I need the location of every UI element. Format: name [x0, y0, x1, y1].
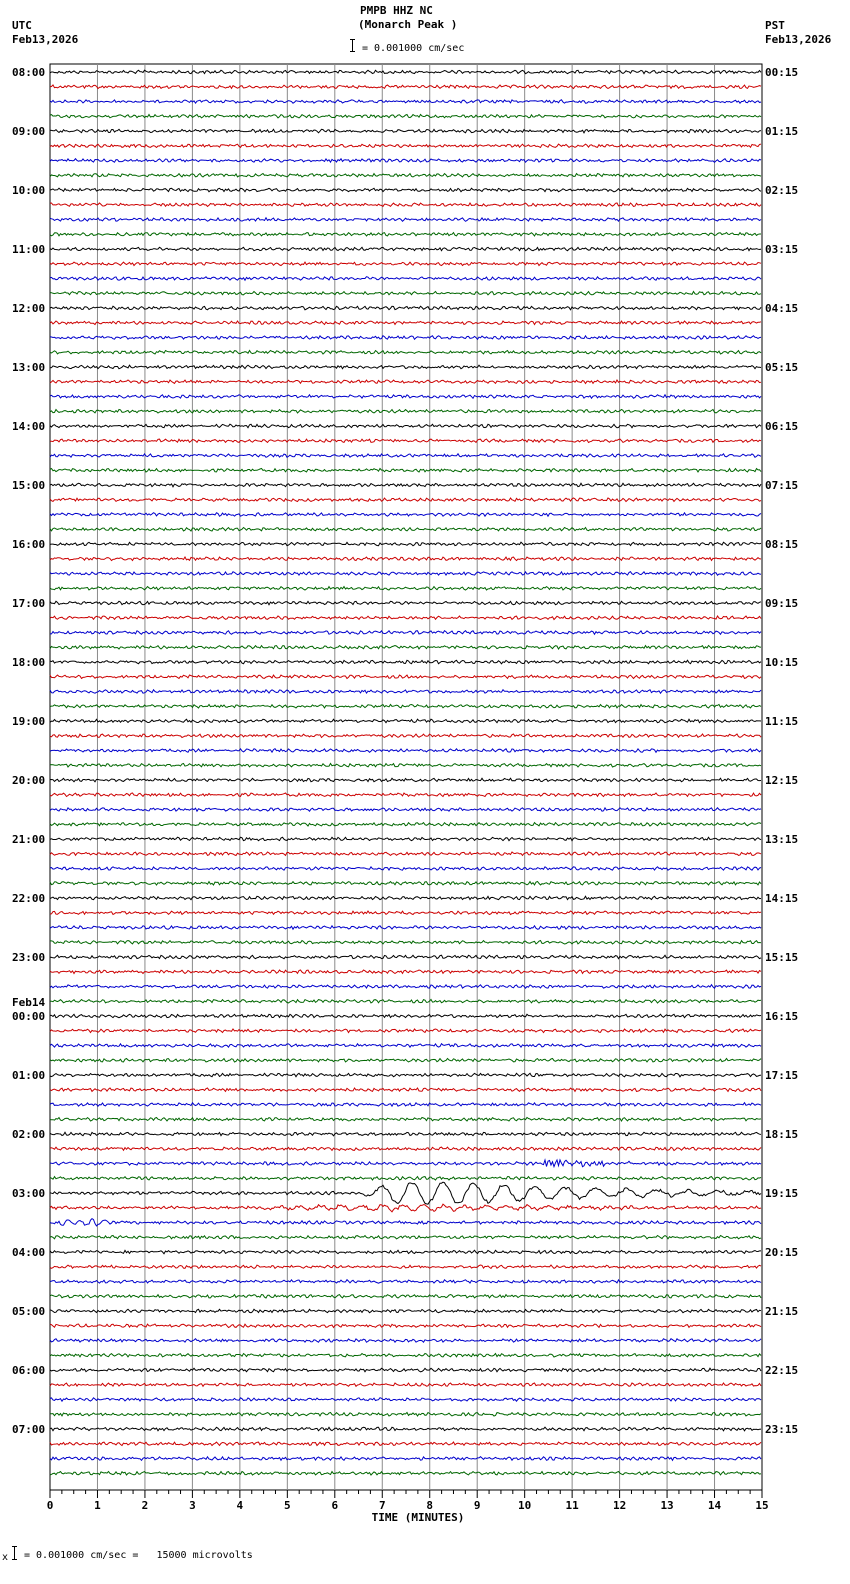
- trace-21: [50, 380, 761, 384]
- trace-76: [50, 1182, 761, 1204]
- x-tick-label: 6: [331, 1499, 339, 1512]
- left-time-label: 19:00: [12, 715, 46, 728]
- trace-42: [50, 690, 761, 694]
- left-time-label: 13:00: [12, 361, 46, 374]
- trace-72: [50, 1132, 761, 1136]
- scale-text: = 0.001000 cm/sec: [362, 43, 465, 54]
- station-title: PMPB HHZ NC: [360, 4, 433, 17]
- footer-scale-bar-icon: [14, 1546, 15, 1560]
- trace-15: [50, 292, 761, 296]
- trace-33: [50, 557, 761, 561]
- trace-56: [50, 896, 761, 899]
- trace-16: [50, 306, 761, 310]
- trace-1: [50, 85, 761, 89]
- right-time-label: 16:15: [765, 1010, 799, 1023]
- trace-20: [50, 365, 761, 369]
- footer-scale-cap-bottom: [12, 1559, 17, 1560]
- trace-66: [50, 1044, 761, 1048]
- right-time-label: 04:15: [765, 302, 799, 315]
- left-time-label: 08:00: [12, 66, 46, 79]
- right-time-label: 18:15: [765, 1128, 799, 1141]
- right-time-label: 14:15: [765, 892, 799, 905]
- trace-88: [50, 1368, 761, 1372]
- left-time-label: 12:00: [12, 302, 46, 315]
- trace-83: [50, 1295, 761, 1299]
- left-time-label: 23:00: [12, 951, 46, 964]
- trace-80: [50, 1250, 761, 1253]
- left-time-label: 14:00: [12, 420, 46, 433]
- right-timezone: PST: [765, 19, 785, 32]
- trace-89: [50, 1383, 761, 1386]
- trace-9: [50, 203, 761, 206]
- trace-74: [50, 1160, 761, 1167]
- right-time-label: 10:15: [765, 656, 799, 669]
- right-time-label: 05:15: [765, 361, 799, 374]
- trace-40: [50, 660, 761, 664]
- x-tick-label: 12: [612, 1499, 627, 1512]
- trace-3: [50, 115, 761, 118]
- footer-marker: x: [2, 1552, 9, 1563]
- left-date-label: Feb14: [12, 996, 46, 1009]
- left-time-label: 21:00: [12, 833, 46, 846]
- trace-92: [50, 1427, 761, 1431]
- right-date: Feb13,2026: [765, 33, 832, 46]
- trace-25: [50, 439, 761, 443]
- x-axis-label: TIME (MINUTES): [371, 1511, 465, 1524]
- trace-59: [50, 941, 761, 945]
- trace-12: [50, 247, 761, 251]
- trace-46: [50, 749, 761, 753]
- trace-52: [50, 837, 761, 841]
- trace-35: [50, 587, 761, 590]
- trace-94: [50, 1457, 761, 1461]
- trace-10: [50, 218, 761, 222]
- left-time-label: 22:00: [12, 892, 46, 905]
- trace-95: [50, 1472, 761, 1476]
- x-tick-label: 7: [378, 1499, 386, 1512]
- trace-53: [50, 852, 761, 856]
- trace-32: [50, 542, 761, 546]
- right-time-label: 12:15: [765, 774, 799, 787]
- trace-79: [50, 1236, 761, 1240]
- left-time-label: 05:00: [12, 1305, 46, 1318]
- x-tick-label: 5: [284, 1499, 291, 1512]
- trace-65: [50, 1029, 761, 1033]
- trace-37: [50, 616, 761, 620]
- left-time-label: 10:00: [12, 184, 46, 197]
- left-time-label: 09:00: [12, 125, 46, 138]
- x-tick-label: 10: [518, 1499, 532, 1512]
- trace-67: [50, 1059, 761, 1063]
- trace-47: [50, 764, 761, 768]
- right-time-label: 03:15: [765, 243, 799, 256]
- footer-scale-cap-top: [12, 1546, 17, 1547]
- left-time-label: 07:00: [12, 1423, 46, 1436]
- right-time-label: 02:15: [765, 184, 799, 197]
- right-time-label: 01:15: [765, 125, 799, 138]
- left-time-label: 20:00: [12, 774, 46, 787]
- right-time-label: 17:15: [765, 1069, 799, 1082]
- trace-87: [50, 1354, 761, 1358]
- trace-13: [50, 262, 761, 266]
- trace-4: [50, 129, 761, 133]
- trace-86: [50, 1339, 761, 1343]
- trace-6: [50, 159, 761, 163]
- trace-22: [50, 395, 761, 399]
- left-time-label: 11:00: [12, 243, 46, 256]
- right-time-label: 20:15: [765, 1246, 799, 1259]
- trace-85: [50, 1324, 761, 1328]
- trace-14: [50, 277, 761, 281]
- trace-90: [50, 1398, 761, 1402]
- left-date: Feb13,2026: [12, 33, 79, 46]
- x-tick-label: 8: [426, 1499, 434, 1512]
- x-tick-label: 14: [707, 1499, 722, 1512]
- left-timezone: UTC: [12, 19, 32, 32]
- left-time-label: 15:00: [12, 479, 46, 492]
- trace-48: [50, 778, 761, 782]
- trace-68: [50, 1073, 761, 1077]
- x-tick-label: 13: [660, 1499, 674, 1512]
- left-time-label: 00:00: [12, 1010, 46, 1023]
- x-tick-label: 3: [189, 1499, 196, 1512]
- trace-70: [50, 1103, 761, 1107]
- trace-31: [50, 528, 761, 532]
- trace-26: [50, 454, 761, 458]
- trace-82: [50, 1280, 761, 1284]
- trace-60: [50, 955, 761, 959]
- left-time-label: 03:00: [12, 1187, 46, 1200]
- trace-45: [50, 734, 761, 738]
- trace-17: [50, 321, 761, 325]
- left-time-label: 16:00: [12, 538, 46, 551]
- trace-93: [50, 1442, 761, 1446]
- trace-44: [50, 719, 761, 723]
- trace-64: [50, 1014, 761, 1017]
- right-time-label: 15:15: [765, 951, 799, 964]
- trace-69: [50, 1088, 761, 1092]
- station-site: (Monarch Peak ): [358, 18, 458, 31]
- trace-36: [50, 601, 761, 604]
- trace-2: [50, 100, 761, 103]
- trace-28: [50, 483, 761, 487]
- right-time-label: 19:15: [765, 1187, 799, 1200]
- trace-54: [50, 867, 761, 870]
- right-time-label: 06:15: [765, 420, 799, 433]
- x-tick-label: 15: [755, 1499, 769, 1512]
- trace-61: [50, 970, 761, 974]
- trace-18: [50, 336, 761, 340]
- right-time-label: 00:15: [765, 66, 799, 79]
- trace-58: [50, 926, 761, 929]
- trace-49: [50, 793, 761, 797]
- left-time-label: 02:00: [12, 1128, 46, 1141]
- x-tick-label: 4: [236, 1499, 244, 1512]
- trace-78: [50, 1219, 761, 1226]
- trace-34: [50, 572, 761, 576]
- right-time-label: 09:15: [765, 597, 799, 610]
- left-time-label: 17:00: [12, 597, 46, 610]
- left-time-label: 06:00: [12, 1364, 46, 1377]
- right-time-label: 07:15: [765, 479, 799, 492]
- x-tick-label: 11: [565, 1499, 579, 1512]
- right-time-label: 23:15: [765, 1423, 799, 1436]
- trace-27: [50, 469, 761, 473]
- trace-62: [50, 985, 761, 989]
- left-time-label: 04:00: [12, 1246, 46, 1259]
- x-tick-label: 1: [94, 1499, 101, 1512]
- x-tick-label: 2: [141, 1499, 149, 1512]
- trace-91: [50, 1413, 761, 1417]
- trace-50: [50, 808, 761, 811]
- right-time-label: 11:15: [765, 715, 799, 728]
- right-time-label: 21:15: [765, 1305, 799, 1318]
- x-tick-label: 9: [473, 1499, 481, 1512]
- trace-51: [50, 823, 761, 826]
- right-time-label: 08:15: [765, 538, 799, 551]
- trace-5: [50, 144, 761, 147]
- trace-11: [50, 233, 761, 237]
- trace-41: [50, 675, 761, 679]
- trace-43: [50, 705, 761, 709]
- trace-7: [50, 174, 761, 178]
- trace-38: [50, 631, 761, 635]
- trace-23: [50, 410, 761, 414]
- trace-75: [50, 1177, 761, 1181]
- left-time-label: 18:00: [12, 656, 46, 669]
- trace-0: [50, 70, 761, 74]
- trace-19: [50, 351, 761, 355]
- x-tick-label: 0: [46, 1499, 54, 1512]
- trace-39: [50, 646, 761, 650]
- trace-63: [50, 1000, 761, 1004]
- footer-scale-note: = 0.001000 cm/sec = 15000 microvolts: [24, 1550, 253, 1561]
- trace-81: [50, 1265, 761, 1268]
- left-time-label: 01:00: [12, 1069, 46, 1082]
- trace-29: [50, 498, 761, 502]
- right-time-label: 22:15: [765, 1364, 799, 1377]
- trace-8: [50, 188, 761, 192]
- right-time-label: 13:15: [765, 833, 799, 846]
- trace-71: [50, 1118, 761, 1122]
- trace-55: [50, 882, 761, 886]
- trace-57: [50, 911, 761, 915]
- trace-24: [50, 424, 761, 428]
- trace-30: [50, 513, 761, 517]
- trace-73: [50, 1147, 761, 1150]
- trace-84: [50, 1309, 761, 1312]
- trace-77: [50, 1204, 761, 1212]
